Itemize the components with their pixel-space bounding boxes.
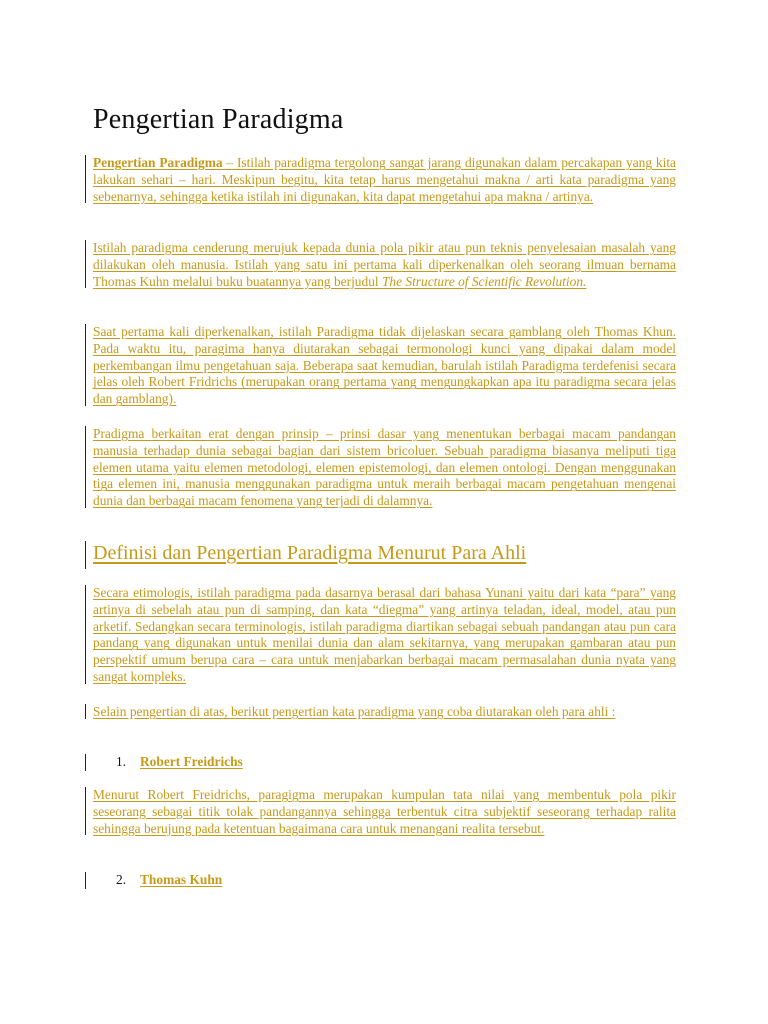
intro-bold-lead[interactable]: Pengertian Paradigma (93, 155, 223, 170)
paragraph-2[interactable] (93, 240, 676, 290)
intro-paragraph[interactable] (93, 155, 676, 205)
intro-text[interactable]: – Istilah paradigma tergolong sangat jarang digunakan dalam percakapan yang kita lakukan sehari – hari. Meskipun begitu, kita tetap harus mengetahui makna / arti kata paradigma yang sebenarnya, sehingga ketika istilah ini digunakan, kita dapat mengetahui apa makna / artinya. (93, 155, 676, 204)
paragraph-3[interactable]: Saat pertama kali diperkenalkan, istilah Paradigma tidak dijelaskan secara gamblang oleh Thomas Khun. Pada waktu itu, paragima hanya diutarakan sebagai termonologi kunci yang dipakai dalam model perkembangan ilmu pengetahuan saja. Beberapa saat kemudian, barulah istilah Paradigma terdefenisi secara jelas oleh Robert Fridrichs (merupakan orang pertama yang mengungkapkan apa itu paradigma secara jelas dan gamblang). (93, 324, 676, 407)
expert-list-item-2 (85, 871, 675, 891)
book-title-link[interactable]: The Structure of Scientific Revolution. (381, 273, 587, 289)
list-number: 1. (116, 754, 127, 769)
section-heading[interactable]: Definisi dan Pengertian Paradigma Menurut Para Ahli (93, 542, 527, 564)
intro-paragraph-block (93, 155, 676, 205)
paragraph-4[interactable]: Pradigma berkaitan erat dengan prinsip – prinsi dasar yang menentukan berbagai macam pandangan manusia terhadap dunia sebagai bagian dari sistem bricoluer. Sebuah paradigma biasanya meliputi tiga elemen utama yaitu elemen metodologi, elemen epistemologi, dan elemen ontologi. Dengan menggunakan tiga elemen ini, manusia menggunakan paradigma untuk meraih berbagai macam pengetahuan mengenai dunia dan berbagai macam fenomena yang terjadi di dalamnya. (93, 426, 676, 509)
expert-1-description[interactable]: Menurut Robert Freidrichs, paragigma merupakan kumpulan tata nilai yang membentuk pola pikir seseorang sebagai titik tolak pandangannya sehingga terbentuk citra subjektif seseorang terhadap ralita sehingga berujung pada ketentuan bagaimana cara untuk menangani realita tersebut. (93, 787, 676, 836)
paragraph-6[interactable]: Selain pengertian di atas, berikut pengertian kata paradigma yang coba diutarakan oleh para ahli : (93, 704, 616, 719)
paragraph-block-5 (93, 585, 676, 686)
expert-list-item-1 (85, 753, 675, 773)
subheading-margin-bar (85, 541, 86, 569)
paragraph-block-6 (93, 704, 676, 721)
paragraph-2-text[interactable]: Istilah paradigma cenderung merujuk kepada dunia pola pikir atau pun teknis penyelesaian masalah yang dilakukan oleh manusia. Istilah yang satu ini pertama kali diperkenalkan oleh seorang ilmuan bernama Thomas Kuhn melalui buku buatannya yang berjudul (93, 240, 676, 289)
paragraph-block-4 (93, 426, 676, 510)
paragraph-block-expert-1 (93, 787, 676, 837)
page-title: Pengertian Paradigma (93, 104, 344, 135)
expert-name-link[interactable]: Thomas Kuhn (140, 872, 223, 887)
paragraph-5[interactable]: Secara etimologis, istilah paradigma pada dasarnya berasal dari bahasa Yunani yaitu dari kata “para” yang artinya di sebelah atau pun di samping, dan kata “diegma” yang artinya teladan, ideal, model, atau pun arketif. Sedangkan secara terminologis, istilah paradigma diartikan sebagai sebuah pandangan atau pun cara pandang yang digunakan untuk menilai dunia dan alam sekitarnya, yang merupakan gambaran atau pun perspektif umum berupa cara – cara untuk menjabarkan berbagai macam permasalahan dunia nyata yang sangat kompleks. (93, 585, 676, 684)
list-margin-bar (85, 872, 86, 889)
expert-name-link[interactable]: Robert Freidrichs (140, 754, 243, 769)
list-margin-bar (85, 754, 86, 771)
list-number: 2. (116, 872, 127, 887)
paragraph-block-2 (93, 240, 676, 290)
paragraph-block-3 (93, 324, 676, 408)
